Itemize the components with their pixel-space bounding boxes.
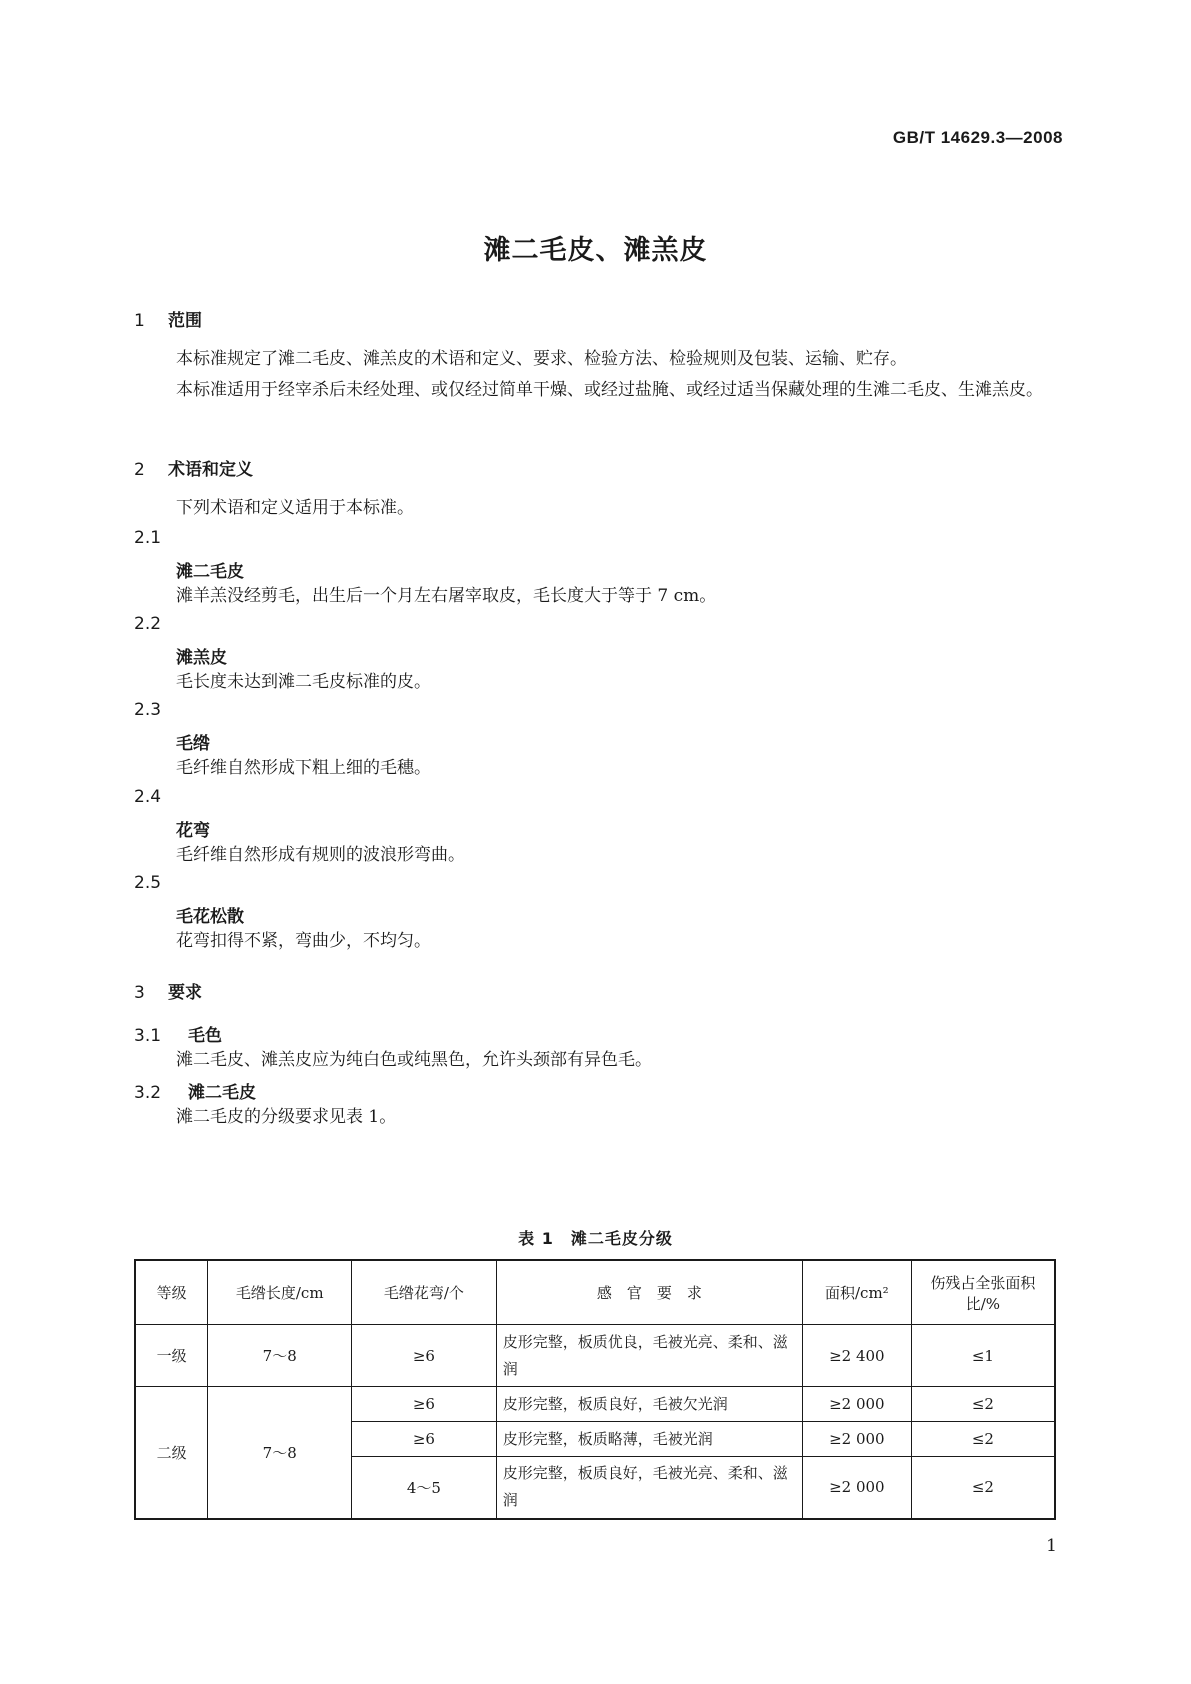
subsection-3-1-heading bbox=[134, 1021, 222, 1046]
cell-area: ≥2 400 bbox=[802, 1325, 911, 1387]
page-number: 1 bbox=[1046, 1536, 1057, 1556]
column-header: 感 官 要 求 bbox=[496, 1260, 802, 1325]
subsection-3-2-heading bbox=[134, 1078, 256, 1103]
cell-defect: ≤2 bbox=[911, 1457, 1055, 1519]
section-1-paragraph-2: 本标准适用于经宰杀后未经处理、或仅经过简单干燥、或经过盐腌、或经过适当保藏处理的生滩二毛皮、生滩羔皮。 bbox=[176, 380, 1043, 400]
standard-number: GB/T 14629.3—2008 bbox=[892, 128, 1063, 147]
cell-sense: 皮形完整，板质略薄，毛被光润 bbox=[496, 1422, 802, 1457]
term-definition: 花弯扣得不紧，弯曲少，不均匀。 bbox=[176, 931, 431, 951]
clause-number: 2.3 bbox=[134, 700, 162, 720]
column-header: 毛绺长度/cm bbox=[208, 1260, 352, 1325]
section-3-heading bbox=[134, 978, 202, 1003]
cell-sense: 皮形完整，板质良好，毛被欠光润 bbox=[496, 1387, 802, 1422]
cell-defect: ≤2 bbox=[911, 1387, 1055, 1422]
term-definition: 滩羊羔没经剪毛，出生后一个月左右屠宰取皮，毛长度大于等于 7 cm。 bbox=[176, 586, 717, 606]
cell-grade: 二级 bbox=[135, 1387, 208, 1519]
table-header-row bbox=[135, 1260, 1055, 1325]
cell-length: 7～8 bbox=[208, 1387, 352, 1519]
page-title: 滩二毛皮、滩羔皮 bbox=[483, 235, 708, 266]
section-number: 2 bbox=[134, 460, 145, 480]
section-2-intro: 下列术语和定义适用于本标准。 bbox=[176, 498, 414, 518]
subsection-number: 3.1 bbox=[134, 1026, 162, 1046]
term-name: 花弯 bbox=[176, 821, 210, 841]
clause-number: 2.4 bbox=[134, 787, 162, 807]
table-row bbox=[135, 1387, 1055, 1422]
cell-area: ≥2 000 bbox=[802, 1422, 911, 1457]
cell-bends: ≥6 bbox=[352, 1325, 497, 1387]
term-name: 滩二毛皮 bbox=[176, 562, 244, 582]
cell-defect: ≤1 bbox=[911, 1325, 1055, 1387]
clause-number: 2.5 bbox=[134, 873, 162, 893]
subsection-3-2-text: 滩二毛皮的分级要求见表 1。 bbox=[176, 1107, 397, 1127]
cell-sense: 皮形完整，板质良好，毛被光亮、柔和、滋润 bbox=[496, 1457, 802, 1519]
cell-bends: 4～5 bbox=[352, 1457, 497, 1519]
section-1-heading bbox=[134, 306, 202, 331]
subsection-title: 毛色 bbox=[188, 1026, 222, 1046]
cell-length: 7～8 bbox=[208, 1325, 352, 1387]
grading-table bbox=[134, 1259, 1056, 1520]
term-definition: 毛长度未达到滩二毛皮标准的皮。 bbox=[176, 672, 431, 692]
table-row bbox=[135, 1325, 1055, 1387]
cell-area: ≥2 000 bbox=[802, 1387, 911, 1422]
subsection-3-1-text: 滩二毛皮、滩羔皮应为纯白色或纯黑色，允许头颈部有异色毛。 bbox=[176, 1050, 652, 1070]
term-name: 毛绺 bbox=[176, 734, 210, 754]
cell-defect: ≤2 bbox=[911, 1422, 1055, 1457]
table-caption: 表 1 滩二毛皮分级 bbox=[518, 1229, 673, 1248]
subsection-title: 滩二毛皮 bbox=[188, 1083, 256, 1103]
section-2-heading bbox=[134, 455, 253, 480]
cell-grade: 一级 bbox=[135, 1325, 208, 1387]
column-header: 等级 bbox=[135, 1260, 208, 1325]
column-header: 伤残占全张面积比/% bbox=[911, 1260, 1055, 1325]
cell-sense: 皮形完整，板质优良，毛被光亮、柔和、滋润 bbox=[496, 1325, 802, 1387]
clause-number: 2.1 bbox=[134, 528, 162, 548]
column-header: 毛绺花弯/个 bbox=[352, 1260, 497, 1325]
cell-bends: ≥6 bbox=[352, 1422, 497, 1457]
cell-bends: ≥6 bbox=[352, 1387, 497, 1422]
section-title: 术语和定义 bbox=[168, 460, 253, 480]
section-title: 要求 bbox=[168, 983, 202, 1003]
clause-number: 2.2 bbox=[134, 614, 162, 634]
term-name: 滩羔皮 bbox=[176, 648, 227, 668]
section-1-paragraph-1: 本标准规定了滩二毛皮、滩羔皮的术语和定义、要求、检验方法、检验规则及包装、运输、贮存。 bbox=[176, 349, 907, 369]
section-title: 范围 bbox=[168, 311, 202, 331]
term-definition: 毛纤维自然形成有规则的波浪形弯曲。 bbox=[176, 845, 465, 865]
column-header: 面积/cm² bbox=[802, 1260, 911, 1325]
section-number: 3 bbox=[134, 983, 145, 1003]
subsection-number: 3.2 bbox=[134, 1083, 162, 1103]
cell-area: ≥2 000 bbox=[802, 1457, 911, 1519]
section-number: 1 bbox=[134, 311, 145, 331]
term-definition: 毛纤维自然形成下粗上细的毛穗。 bbox=[176, 758, 431, 778]
term-name: 毛花松散 bbox=[176, 907, 244, 927]
